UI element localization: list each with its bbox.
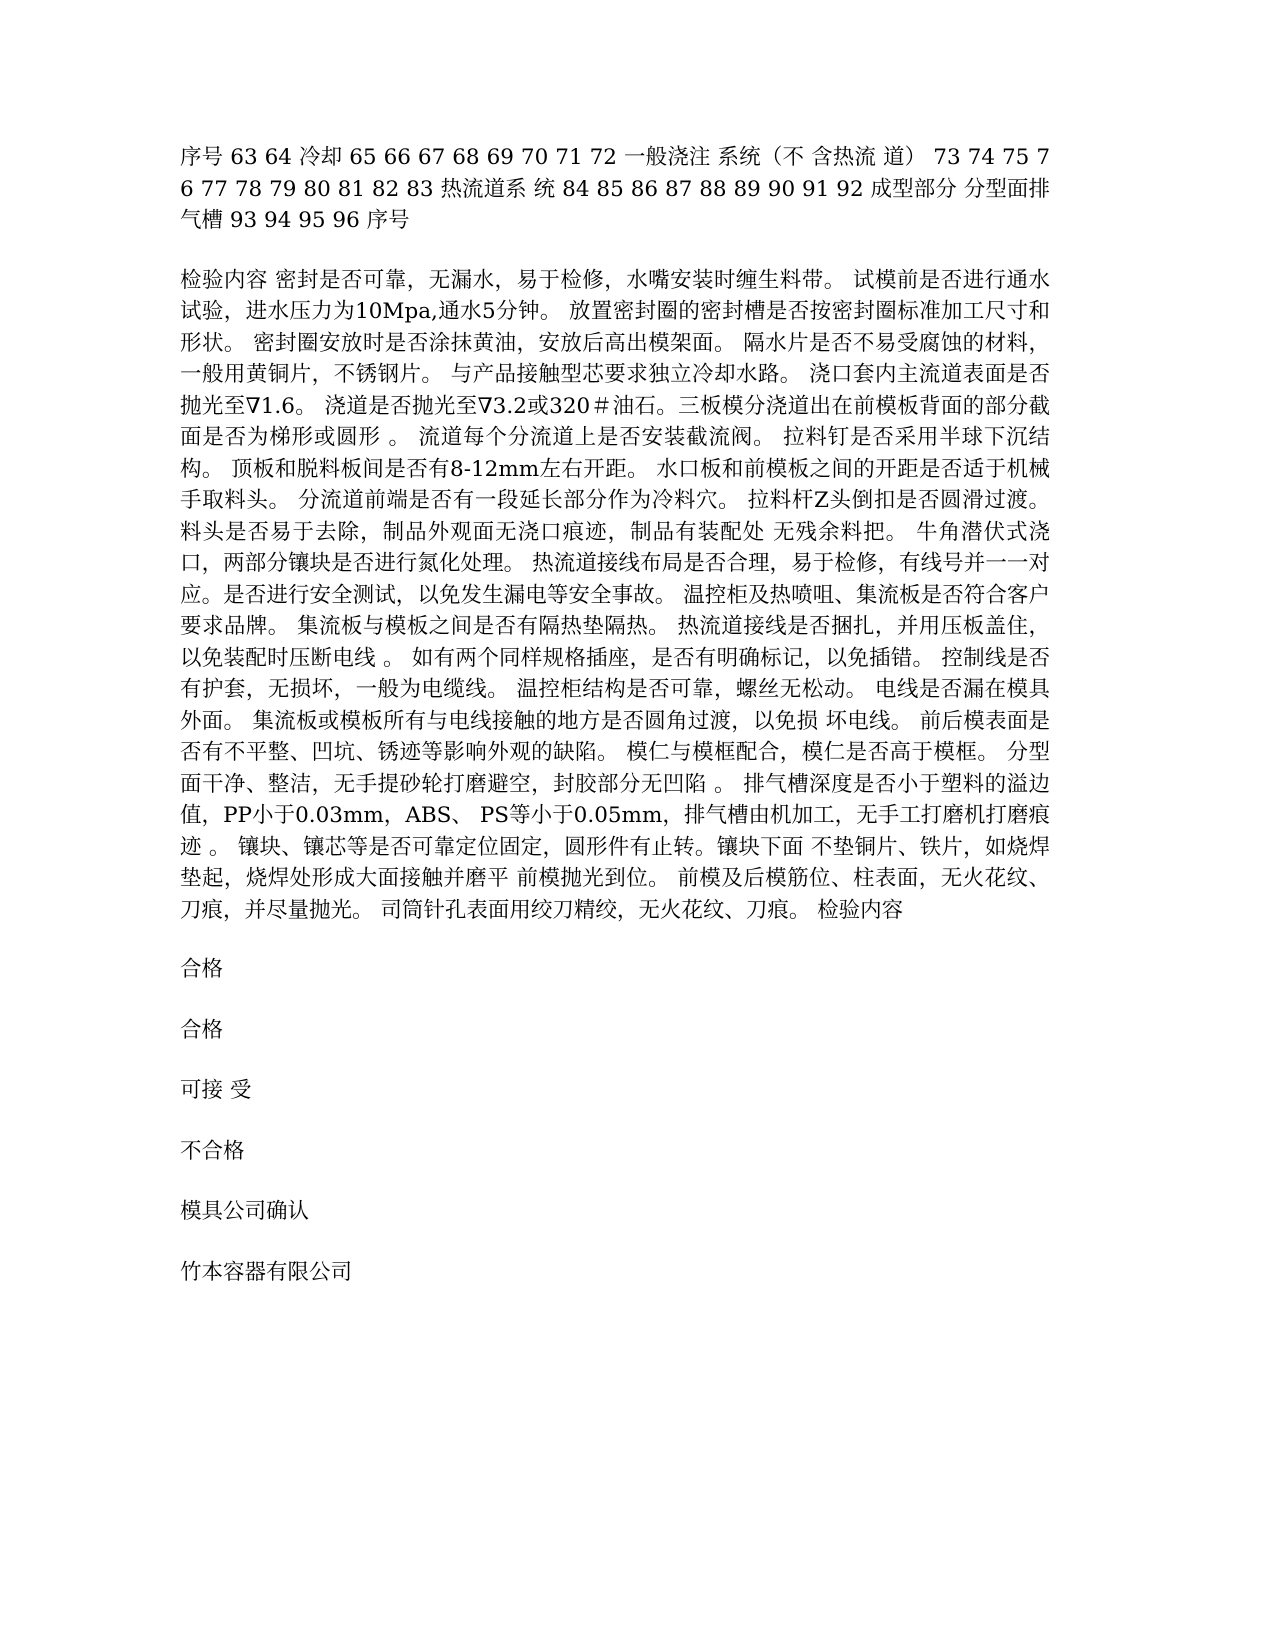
- result-fail-label: 不合格: [180, 1138, 245, 1164]
- result-acceptable-label: 可接 受: [180, 1078, 252, 1103]
- company-name: 竹本容器有限公司: [180, 1259, 353, 1285]
- inspection-content-text: 检验内容 密封是否可靠，无漏水，易于检修，水嘴安装时缠生料带。 试模前是否进行通水试验，进水压力为10Mpa,通水5分钟。 放置密封圈的密封槽是否按密封圈标准加工尺寸和形状。 密封圈安放时是否涂抹黄油，安放后高出模架面。 隔水片是否不易受腐蚀的材料，一般用黄铜片，不锈钢片。 与产品接触型芯要求独立冷却水路。 浇口套内主流道表面是否抛光至∇1.6。 浇道是否抛光至∇3.2或320＃油石。三板模分浇道出在前模板背面的部分截面是否为梯形或圆形 。 流道每个分流道上是否安装截流阀。 拉料钉是否采用半球下沉结构。 顶板和脱料板间是否有8-12mm左右开距。 水口板和前模板之间的开距是否适于机械手取料头。 分流道前端是否有一段延长部分作为冷料穴。 拉料杆Z头倒扣是否圆滑过渡。 料头是否易于去除，制品外观面无浇口痕迹，制品有装配处 无残余料把。 牛角潜伏式浇口，两部分镶块是否进行氮化处理。 热流道接线布局是否合理，易于检修，有线号并一一对应。是否进行安全测试，以免发生漏电等安全事故。 温控柜及热喷咀、集流板是否符合客户要求品牌。 集流板与模板之间是否有隔热垫隔热。 热流道接线是否捆扎，并用压板盖住，以免装配时压断电线 。 如有两个同样规格插座，是否有明确标记，以免插错。 控制线是否有护套，无损坏，一般为电缆线。 温控柜结构是否可靠，螺丝无松动。 电线是否漏在模具外面。 集流板或模板所有与电线接触的地方是否圆角过渡，以免损 坏电线。 前后模表面是否有不平整、凹坑、锈迹等影响外观的缺陷。 模仁与模框配合，模仁是否高于模框。 分型面干净、整洁，无手提砂轮打磨避空，封胶部分无凹陷 。 排气槽深度是否小于塑料的溢边值，PP小于0.03mm，ABS、 PS等小于0.05mm，排气槽由机加工，无手工打磨机打磨痕迹 。 镶块、镶芯等是否可靠定位固定，圆形件有止转。镶块下面 不垫铜片、铁片，如烧焊垫起，烧焊处形成大面接触并磨平 前模抛光到位。 前模及后模筋位、柱表面，无火花纹、刀痕，并尽量抛光。 司筒针孔表面用绞刀精绞，无火花纹、刀痕。 检验内容: [180, 267, 1050, 923]
- result-pass-label: 合格: [180, 957, 224, 982]
- result-lines: [180, 954, 1050, 1288]
- result-pass-label-2: 合格: [180, 1017, 224, 1043]
- item-number-list: 序号 63 64 冷却 65 66 67 68 69 70 71 72 一般浇注 系统（不 含热流 道） 73 74 75 76 77 78 79 80 81 82 83 热流道系 统 84 85 86 87 88 89 90 91 92 成型部分 分型面排气槽 93 94 95 96 序号: [180, 145, 1050, 233]
- mold-company-confirm-label: 模具公司确认: [180, 1199, 310, 1224]
- document-page: [180, 142, 1050, 1317]
